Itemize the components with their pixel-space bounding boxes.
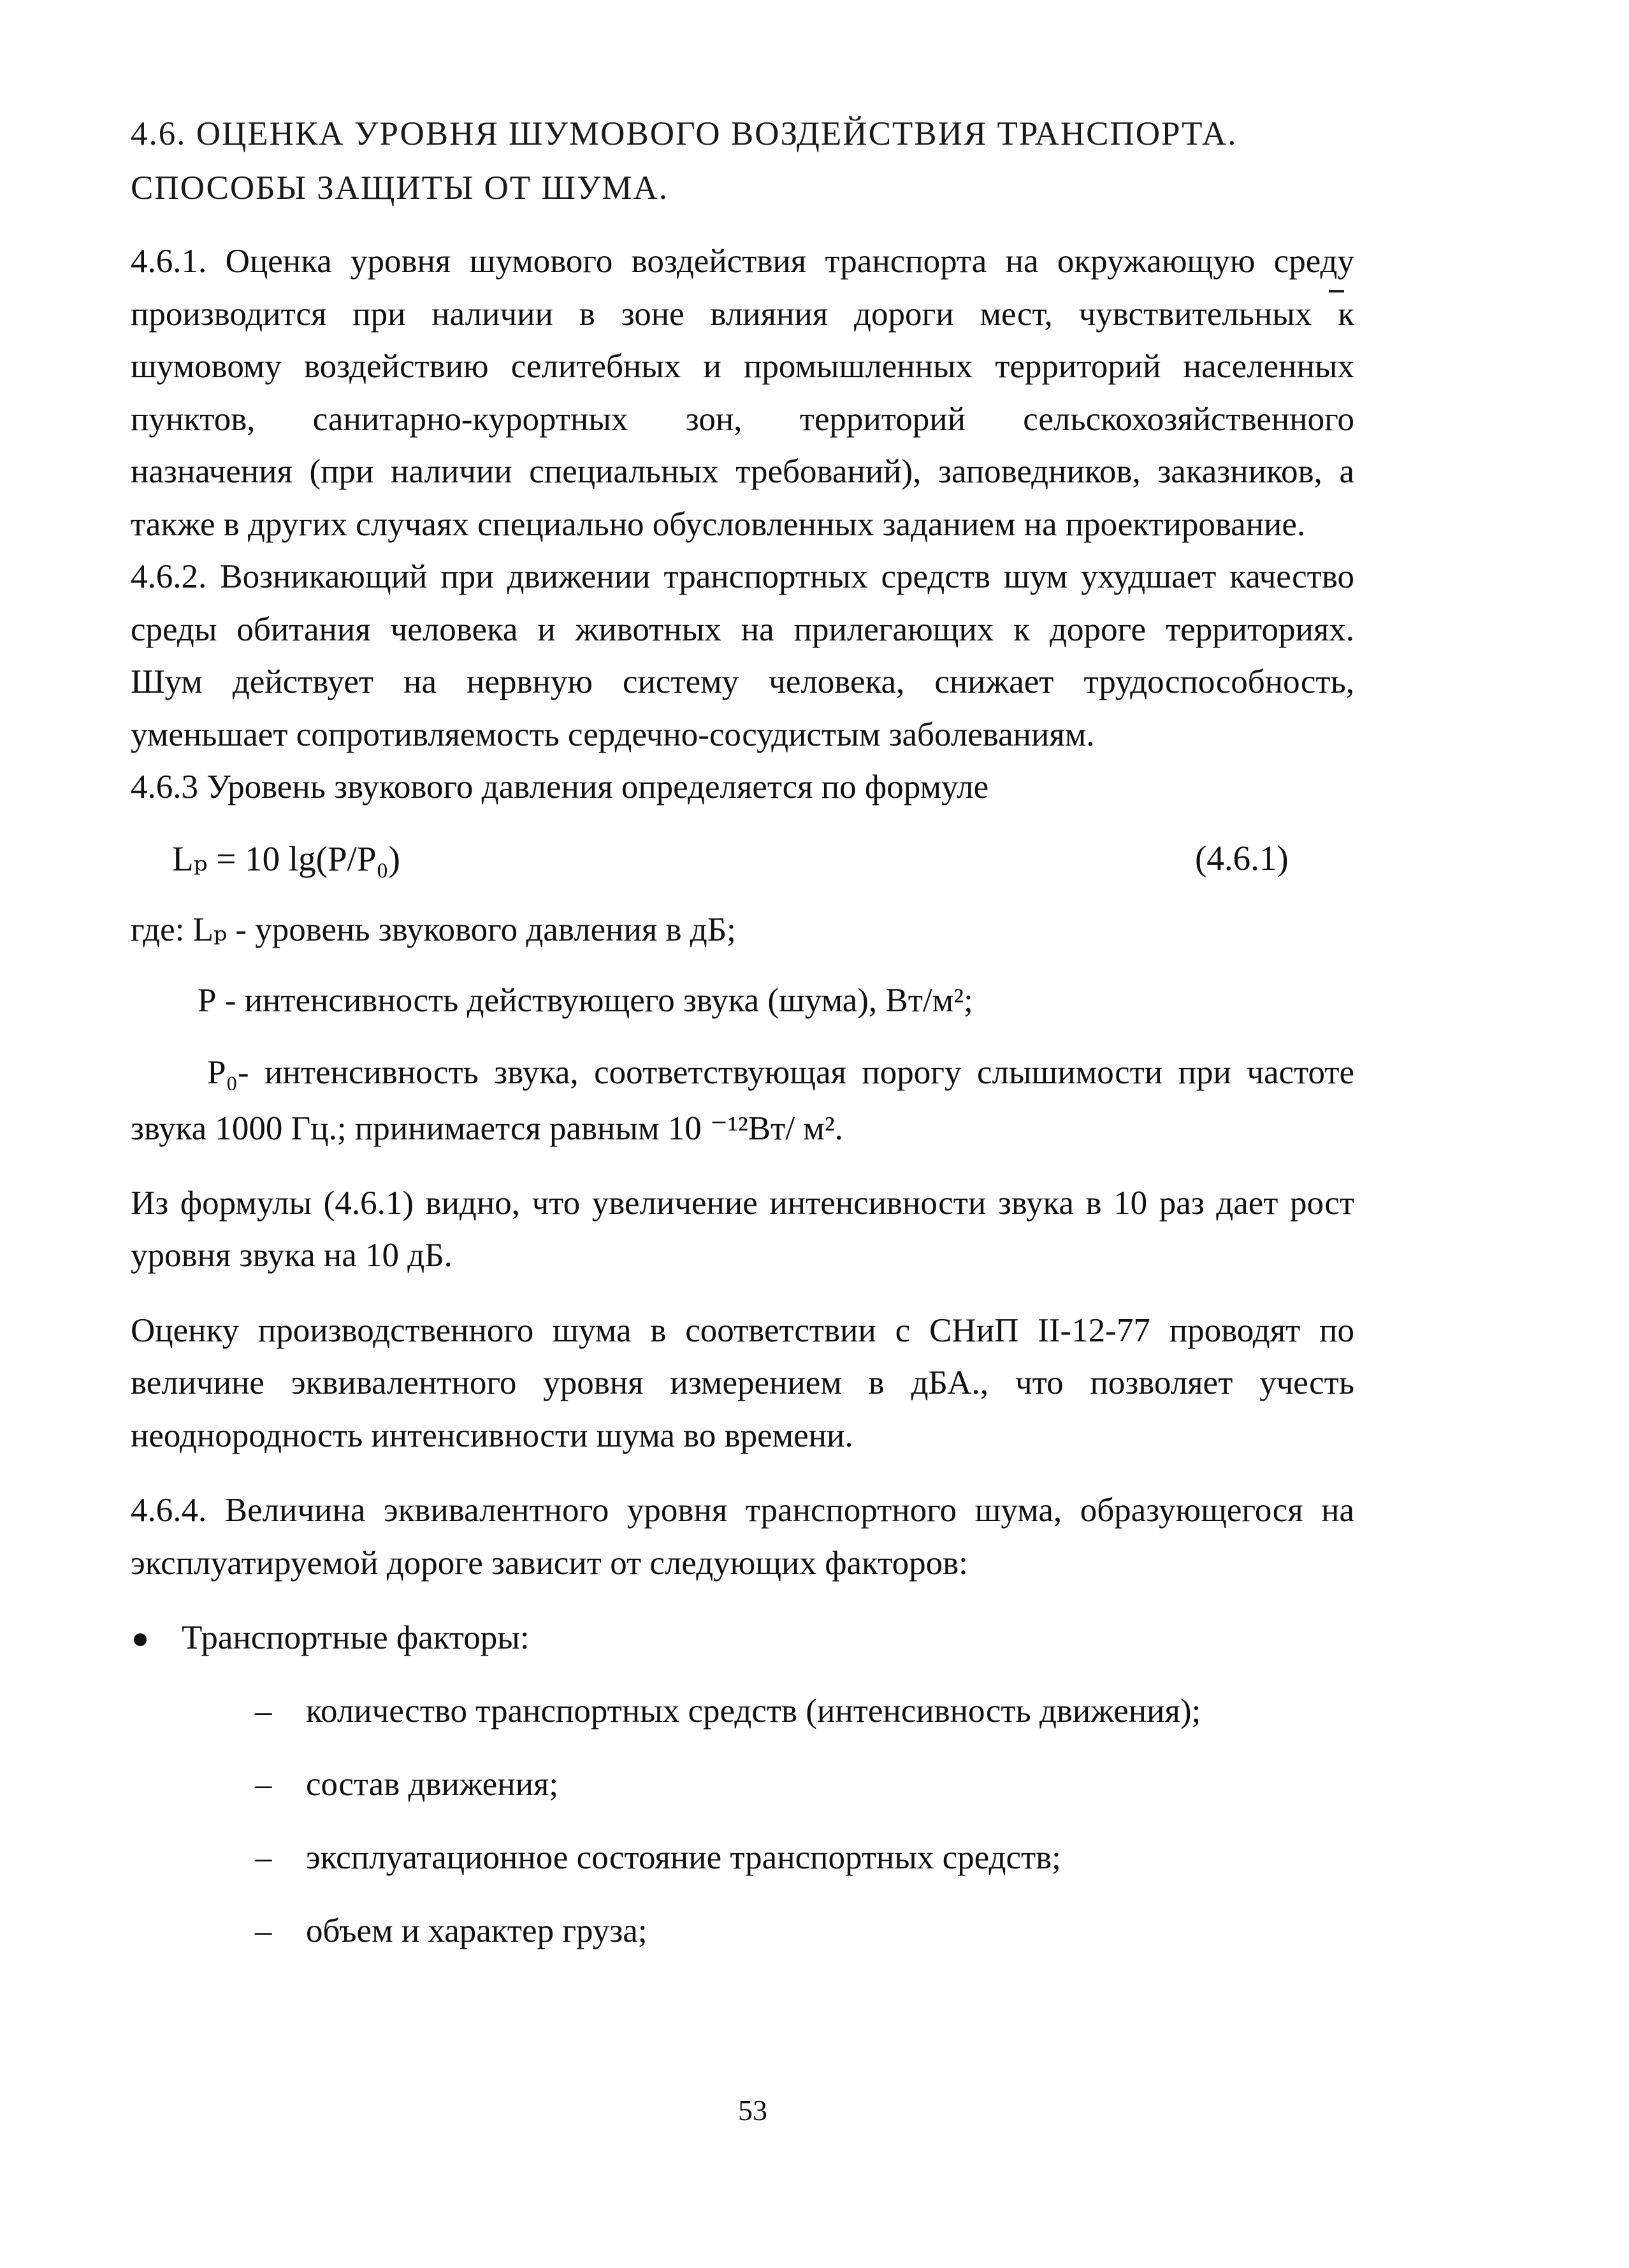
paragraph-increase-line: уровня звука на 10 дБ. — [131, 1237, 452, 1274]
formula-expression: Lₚ = 10 lg(P/P₀) — [172, 839, 400, 878]
paragraph-4-6-1-line: производится при наличии в зоне влияния дороги мест, чувствительных к — [131, 296, 1354, 333]
paragraph-4-6-1-line: пунктов, санитарно-курортных зон, территорий сельскохозяйственного — [131, 401, 1354, 438]
paragraph-4-6-2-line: 4.6.2. Возникающий при движении транспортных средств шум ухудшает качество — [131, 558, 1354, 595]
list-item: объем и характер груза; — [306, 1912, 648, 1949]
paragraph-4-6-2-line: Шум действует на нервную систему человека, снижает трудоспособность, — [131, 663, 1354, 700]
list-item: количество транспортных средств (интенсивность движения); — [306, 1693, 1201, 1730]
paragraph-4-6-1-line: также в других случаях специально обусловленных заданием на проектирование. — [131, 506, 1306, 543]
paragraph-snip-line: неоднородность интенсивности шума во времени. — [131, 1417, 853, 1454]
paragraph-snip-line: Оценку производственного шума в соответствии с СНиП II-12-77 проводят по — [131, 1312, 1354, 1349]
section-heading-line-2: СПОСОБЫ ЗАЩИТЫ ОТ ШУМА. — [131, 170, 669, 206]
section-heading-line-1: 4.6. ОЦЕНКА УРОВНЯ ШУМОВОГО ВОЗДЕЙСТВИЯ ТРАНСПОРТА. — [131, 115, 1238, 152]
dash-marker: – — [255, 1766, 272, 1803]
definition-p0-line-2: звука 1000 Гц.; принимается равным 10 ⁻¹²Вт/ м². — [131, 1110, 843, 1147]
page-number: 53 — [738, 2094, 767, 2127]
paragraph-4-6-3-intro: 4.6.3 Уровень звукового давления определяется по формуле — [131, 769, 989, 805]
paragraph-4-6-4-line: 4.6.4. Величина эквивалентного уровня транспортного шума, образующегося на — [131, 1492, 1354, 1529]
paragraph-4-6-2-line: среды обитания человека и животных на прилегающих к дороге территориях. — [131, 611, 1354, 648]
paragraph-4-6-1-line: шумовому воздействию селитебных и промышленных территорий населенных — [131, 348, 1354, 385]
list-item: состав движения; — [306, 1766, 559, 1803]
definition-lp: где: Lₚ - уровень звукового давления в дБ; — [131, 911, 736, 948]
bullet-icon — [134, 1633, 147, 1646]
dash-marker: – — [255, 1693, 272, 1730]
paragraph-snip-line: величине эквивалентного уровня измерением в дБА., что позволяет учесть — [131, 1364, 1354, 1401]
paragraph-increase-line: Из формулы (4.6.1) видно, что увеличение интенсивности звука в 10 раз дает рост — [131, 1185, 1354, 1222]
paragraph-4-6-2-line: уменьшает сопротивляемость сердечно-сосудистым заболеваниям. — [131, 716, 1095, 753]
paragraph-4-6-4-line: эксплуатируемой дороге зависит от следующих факторов: — [131, 1545, 968, 1582]
dash-marker: – — [255, 1839, 272, 1876]
paragraph-4-6-1-line: назначения (при наличии специальных требований), заповедников, заказников, а — [131, 453, 1354, 490]
decorative-mark — [1329, 290, 1344, 293]
bullet-label: Транспортные факторы: — [182, 1619, 530, 1656]
definition-p0-line-1: P₀- интенсивность звука, соответствующая порогу слышимости при частоте — [207, 1054, 1354, 1091]
definition-p: Р - интенсивность действующего звука (шума), Вт/м²; — [198, 982, 973, 1019]
dash-marker: – — [255, 1912, 272, 1949]
formula-number: (4.6.1) — [1195, 839, 1289, 878]
list-item: эксплуатационное состояние транспортных средств; — [306, 1839, 1061, 1876]
paragraph-4-6-1-line: 4.6.1. Оценка уровня шумового воздействия транспорта на окружающую среду — [131, 243, 1354, 280]
